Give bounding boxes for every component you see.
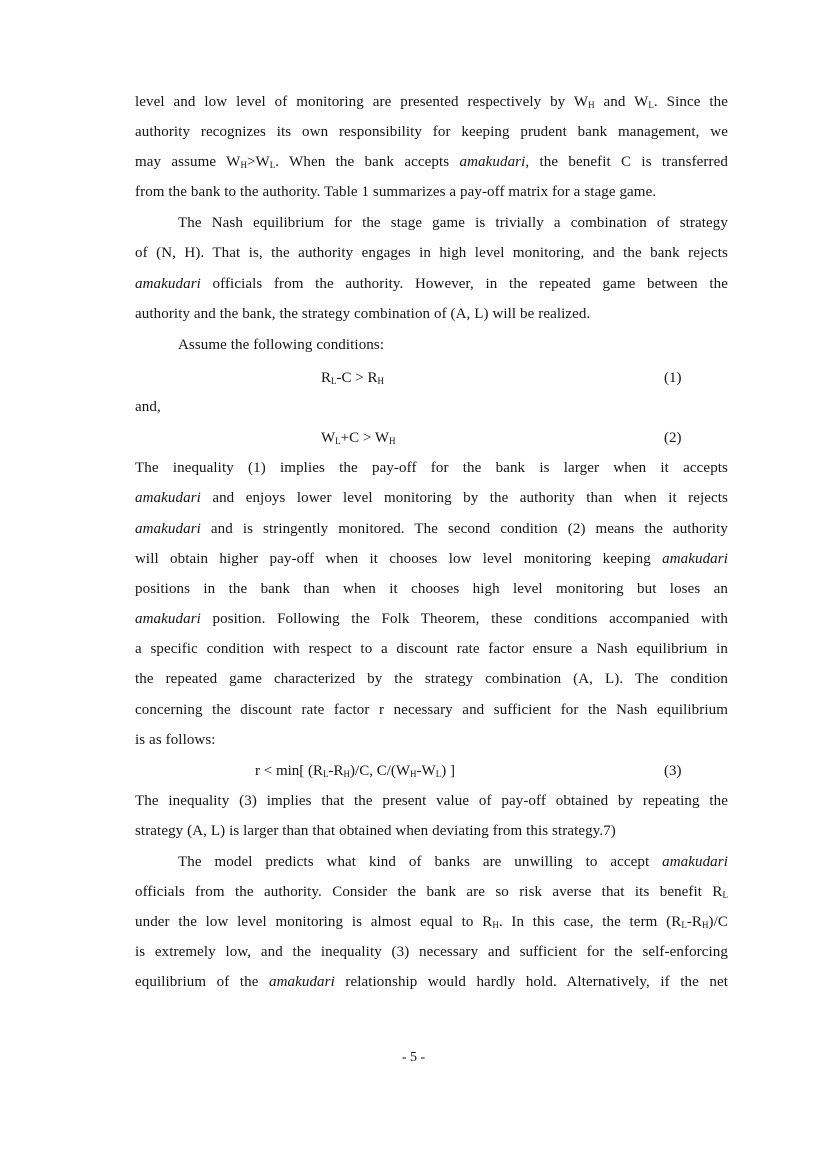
text-line: is as follows:: [135, 732, 216, 748]
text-line: concerning the discount rate factor r necessary and sufficient for the Nash equilibrium: [135, 702, 728, 718]
text-line: The model predicts what kind of banks are unwilling to accept amakudari: [178, 854, 728, 870]
text-line: officials from the authority. Consider the bank are so risk averse that its benefit $R_L$: [135, 884, 728, 900]
text-line: amakudari and is stringently monitored. The second condition (2) means the authority: [135, 521, 728, 537]
text-line: the repeated game characterized by the strategy combination (A, L). The condition: [135, 671, 728, 687]
text-line: The Nash equilibrium for the stage game is trivially a combination of strategy: [178, 215, 728, 231]
text-line: a specific condition with respect to a discount rate factor ensure a Nash equilibrium in: [135, 641, 728, 657]
text-line: and,: [135, 399, 161, 415]
text-line: will obtain higher pay-off when it chooses low level monitoring keeping amakudari: [135, 551, 728, 567]
text-line: amakudari position. Following the Folk Theorem, these conditions accompanied with: [135, 611, 728, 627]
text-line: may assume $W_H>W_L$. When the bank accepts amakudari, the benefit C is transferred: [135, 154, 728, 170]
text-line: is extremely low, and the inequality (3) necessary and sufficient for the self-enforcing: [135, 944, 728, 960]
text-line: level and low level of monitoring are presented respectively by $W_H$ and $W_L$. Since the: [135, 94, 728, 110]
page-number: - 5 -: [401, 1050, 426, 1065]
text-line: under the low level monitoring is almost equal to $R_H$. In this case, the term $(R_L-R_H)/C$: [135, 914, 728, 930]
text-line: amakudari and enjoys lower level monitoring by the authority than when it rejects: [135, 490, 728, 506]
equation-1: $R_L-C > R_H$: [321, 370, 384, 386]
text-line: positions in the bank than when it chooses high level monitoring but loses an: [135, 581, 728, 597]
equation-2: $W_L+C > W_H$: [321, 430, 396, 446]
text-line: equilibrium of the amakudari relationship would hardly hold. Alternatively, if the net: [135, 974, 728, 990]
text-line: of (N, H). That is, the authority engages in high level monitoring, and the bank rejects: [135, 245, 728, 261]
equation-number: (3): [664, 763, 682, 779]
equation-number: (2): [664, 430, 682, 446]
text-line: The inequality (1) implies the pay-off for the bank is larger when it accepts: [135, 460, 728, 476]
equation-3: r < min[ $(R_L-R_H)/C$, $C/(W_H-W_L)$ ]: [255, 763, 455, 779]
equation-number: (1): [664, 370, 682, 386]
text-line: strategy (A, L) is larger than that obtained when deviating from this strategy.7): [135, 823, 616, 839]
text-line: amakudari officials from the authority. However, in the repeated game between the: [135, 276, 728, 292]
text-line: from the bank to the authority. Table 1 summarizes a pay-off matrix for a stage game.: [135, 184, 657, 200]
text-line: Assume the following conditions:: [178, 337, 385, 353]
text-line: authority and the bank, the strategy combination of (A, L) will be realized.: [135, 306, 591, 322]
text-line: The inequality (3) implies that the present value of pay-off obtained by repeating the: [135, 793, 728, 809]
text-line: authority recognizes its own responsibility for keeping prudent bank management, we: [135, 124, 728, 140]
